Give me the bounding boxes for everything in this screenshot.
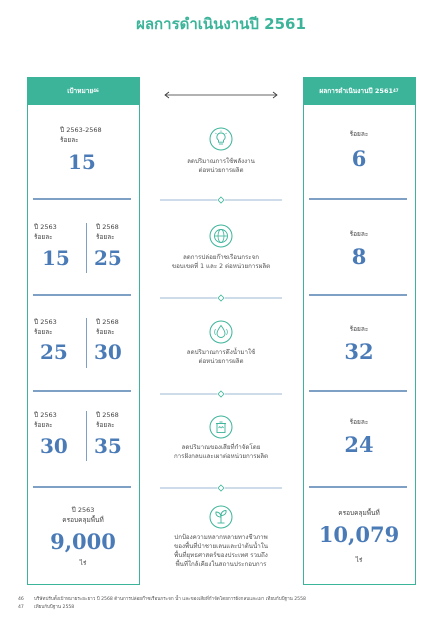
target-4b-unit: ร้อยละ xyxy=(96,421,115,429)
target-2a-year: ปี 2563 xyxy=(34,223,57,231)
row-divider xyxy=(33,486,131,488)
result-4-value: 24 xyxy=(344,432,374,457)
metric-2-line2: ขอบเขตที่ 1 และ 2 ต่อหน่วยการผลิต xyxy=(171,263,271,270)
result-2-value: 8 xyxy=(351,244,367,269)
diamond-separator xyxy=(160,294,282,302)
target-4b-year: ปี 2568 xyxy=(96,411,119,419)
result-3-unit: ร้อยละ xyxy=(349,325,369,333)
result-2-unit: ร้อยละ xyxy=(349,230,369,238)
target-2a-value: 15 xyxy=(42,246,70,270)
metric-1-line2: ต่อหน่วยการผลิต xyxy=(198,167,244,174)
diamond-separator xyxy=(160,484,282,492)
target-2b-value: 25 xyxy=(94,246,122,270)
plant-icon xyxy=(209,505,233,529)
target-2a-unit: ร้อยละ xyxy=(34,233,53,241)
result-1-value: 6 xyxy=(351,146,367,171)
metric-4-line1: ลดปริมาณของเสียที่กำจัดโดย xyxy=(181,444,261,451)
row-divider xyxy=(33,198,131,200)
metric-3-line1: ลดปริมาณการดึงน้ำมาใช้ xyxy=(186,349,256,356)
target-5-value: 9,000 xyxy=(50,529,116,554)
target-5-unit: ครอบคลุมพื้นที่ xyxy=(62,516,104,524)
metric-5-line2: ของพื้นที่ป่าชายเลนและป่าต้นน้ำใน xyxy=(174,543,268,550)
result-1-unit: ร้อยละ xyxy=(349,130,369,138)
page-title: ผลการดำเนินงานปี 2561 xyxy=(136,15,306,33)
column-separator xyxy=(86,411,87,461)
result-5-value: 10,079 xyxy=(318,522,400,547)
water-drop-icon xyxy=(209,320,233,344)
metric-5-line3: พื้นที่ยุทธศาสตร์ของประเทศ รวมถึง xyxy=(174,552,268,559)
targets-header xyxy=(27,77,140,105)
target-1-year: ปี 2563-2568 xyxy=(60,126,102,134)
result-4-unit: ร้อยละ xyxy=(349,418,369,426)
target-4a-value: 30 xyxy=(40,434,68,458)
target-2b-year: ปี 2568 xyxy=(96,223,119,231)
metric-2-line1: ลดการปล่อยก๊าซเรือนกระจก xyxy=(183,254,259,261)
metric-4-line2: การฝังกลบและเผาต่อหน่วยการผลิต xyxy=(173,453,269,460)
footnote-46-text: บริษัทปรับตั้งเป้าหมายระยะยาว ปี 2568 ด้านการปล่อยก๊าซเรือนกระจก น้ำ และของเสียที่กำจัดโดยการฝังกลบและเผา เทียบกับปีฐาน 2558 xyxy=(34,597,306,602)
diamond-separator xyxy=(160,196,282,204)
target-3a-year: ปี 2563 xyxy=(34,318,57,326)
targets-header-label: เป้าหมาย xyxy=(67,86,94,95)
targets-column xyxy=(27,77,140,585)
target-5-suffix: ไร่ xyxy=(79,559,87,567)
footnote-46-number: 46 xyxy=(18,597,24,602)
target-3b-value: 30 xyxy=(94,340,122,364)
footnote-47 xyxy=(18,604,74,611)
target-3b-year: ปี 2568 xyxy=(96,318,119,326)
footnote-ref-47: 47 xyxy=(393,88,399,93)
row-divider xyxy=(33,390,131,392)
footnote-47-number: 47 xyxy=(18,605,24,610)
target-4b-value: 35 xyxy=(94,434,122,458)
target-3b-unit: ร้อยละ xyxy=(96,328,115,336)
target-3a-value: 25 xyxy=(40,340,68,364)
waste-bin-icon xyxy=(209,415,233,439)
result-5-suffix: ไร่ xyxy=(355,556,363,564)
diamond-separator xyxy=(160,390,282,398)
footnote-ref-46: 46 xyxy=(93,88,99,93)
results-header-label: ผลการดำเนินงานปี 2561 xyxy=(319,86,394,95)
metric-1-line1: ลดปริมาณการใช้พลังงาน xyxy=(187,158,255,165)
column-separator xyxy=(86,318,87,368)
metric-3-line2: ต่อหน่วยการผลิต xyxy=(198,358,244,365)
row-divider xyxy=(309,294,407,296)
footnote-46 xyxy=(18,596,306,603)
results-column xyxy=(303,77,416,585)
target-1-unit: ร้อยละ xyxy=(60,136,79,144)
row-divider xyxy=(33,294,131,296)
metric-5-line1: ปกป้องความหลากหลายทางชีวภาพ xyxy=(174,534,268,541)
target-3a-unit: ร้อยละ xyxy=(34,328,53,336)
row-divider xyxy=(309,198,407,200)
lightbulb-icon xyxy=(209,127,233,151)
target-4a-year: ปี 2563 xyxy=(34,411,57,419)
row-divider xyxy=(309,390,407,392)
globe-icon xyxy=(209,224,233,248)
metric-5-line4: พื้นที่ใกล้เคียงในสถานประกอบการ xyxy=(175,561,267,568)
results-header xyxy=(303,77,416,105)
footnote-47-text: เทียบกับปีฐาน 2558 xyxy=(34,605,75,610)
target-2b-unit: ร้อยละ xyxy=(96,233,115,241)
target-1-value: 15 xyxy=(68,150,96,174)
column-separator xyxy=(86,223,87,273)
target-4a-unit: ร้อยละ xyxy=(34,421,53,429)
result-3-value: 32 xyxy=(344,339,374,364)
double-arrow-icon xyxy=(163,91,279,99)
row-divider xyxy=(309,486,407,488)
result-5-unit: ครอบคลุมพื้นที่ xyxy=(338,509,380,517)
target-5-year: ปี 2563 xyxy=(71,506,95,514)
